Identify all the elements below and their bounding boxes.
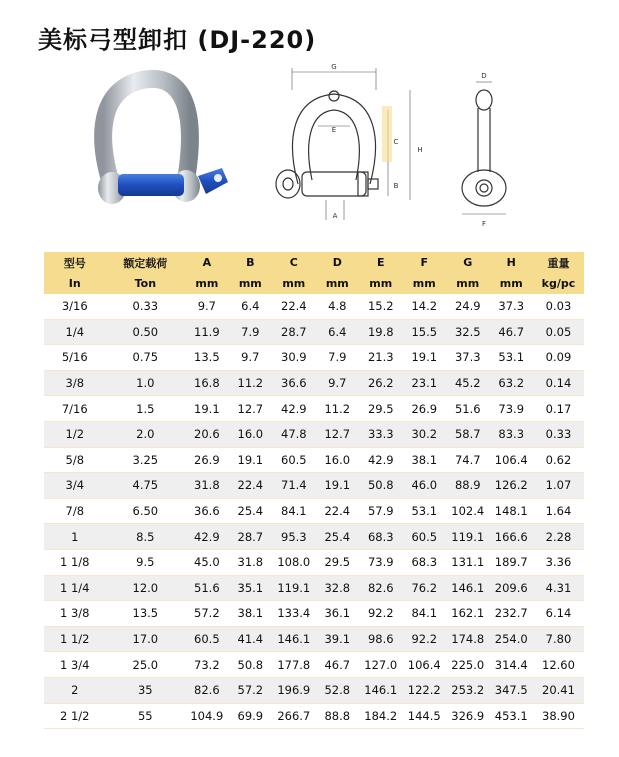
table-cell: 37.3: [446, 345, 489, 371]
table-cell: 196.9: [272, 677, 315, 703]
unit-cell: mm: [359, 273, 402, 294]
spec-table: [44, 252, 584, 729]
table-cell: 13.5: [185, 345, 228, 371]
table-cell: 68.3: [403, 549, 446, 575]
table-cell: 6.4: [229, 294, 272, 319]
header-cell: 额定载荷: [106, 252, 186, 273]
table-cell: 39.1: [316, 626, 359, 652]
table-cell: 104.9: [185, 703, 228, 729]
table-cell: 20.41: [533, 677, 584, 703]
table-cell: 76.2: [403, 575, 446, 601]
table-cell: 53.1: [403, 498, 446, 524]
table-cell: 32.5: [446, 319, 489, 345]
table-cell: 9.7: [229, 345, 272, 371]
table-cell: 0.75: [106, 345, 186, 371]
table-cell: 0.50: [106, 319, 186, 345]
table-cell: 42.9: [359, 447, 402, 473]
unit-cell: mm: [272, 273, 315, 294]
table-cell: 174.8: [446, 626, 489, 652]
table-cell: 3/8: [44, 370, 106, 396]
table-cell: 35: [106, 677, 186, 703]
table-cell: 52.8: [316, 677, 359, 703]
table-cell: 26.9: [185, 447, 228, 473]
table-cell: 30.9: [272, 345, 315, 371]
table-cell: 4.31: [533, 575, 584, 601]
shackle-side-diagram: [448, 60, 528, 236]
table-row: [44, 421, 584, 447]
table-cell: 119.1: [446, 524, 489, 550]
table-cell: 0.33: [533, 421, 584, 447]
table-cell: 60.5: [403, 524, 446, 550]
table-cell: 148.1: [489, 498, 532, 524]
table-row: [44, 575, 584, 601]
table-cell: 50.8: [359, 473, 402, 499]
table-cell: 60.5: [185, 626, 228, 652]
table-cell: 20.6: [185, 421, 228, 447]
table-cell: 7/8: [44, 498, 106, 524]
table-cell: 108.0: [272, 549, 315, 575]
unit-cell: Ton: [106, 273, 186, 294]
unit-cell: mm: [229, 273, 272, 294]
table-cell: 3.36: [533, 549, 584, 575]
table-cell: 47.8: [272, 421, 315, 447]
table-cell: 55: [106, 703, 186, 729]
table-cell: 28.7: [272, 319, 315, 345]
table-cell: 84.1: [272, 498, 315, 524]
table-cell: 4.8: [316, 294, 359, 319]
shackle-front-diagram: [262, 60, 432, 236]
header-cell: G: [446, 252, 489, 273]
table-cell: 57.9: [359, 498, 402, 524]
table-cell: 25.4: [229, 498, 272, 524]
table-cell: 1 3/4: [44, 652, 106, 678]
table-cell: 0.09: [533, 345, 584, 371]
unit-cell: mm: [316, 273, 359, 294]
table-cell: 7.9: [316, 345, 359, 371]
table-cell: 31.8: [185, 473, 228, 499]
table-cell: 0.05: [533, 319, 584, 345]
table-cell: 88.8: [316, 703, 359, 729]
table-cell: 36.6: [185, 498, 228, 524]
table-cell: 73.9: [359, 549, 402, 575]
table-cell: 46.7: [489, 319, 532, 345]
table-cell: 36.1: [316, 601, 359, 627]
table-cell: 37.3: [489, 294, 532, 319]
table-cell: 326.9: [446, 703, 489, 729]
table-row: [44, 549, 584, 575]
table-cell: 83.3: [489, 421, 532, 447]
table-cell: 133.4: [272, 601, 315, 627]
table-cell: 14.2: [403, 294, 446, 319]
table-cell: 1: [44, 524, 106, 550]
table-cell: 184.2: [359, 703, 402, 729]
table-cell: 82.6: [359, 575, 402, 601]
table-cell: 1.07: [533, 473, 584, 499]
table-cell: 453.1: [489, 703, 532, 729]
table-cell: 84.1: [403, 601, 446, 627]
header-cell: D: [316, 252, 359, 273]
table-cell: 0.03: [533, 294, 584, 319]
table-cell: 95.3: [272, 524, 315, 550]
table-cell: 0.62: [533, 447, 584, 473]
table-cell: 146.1: [272, 626, 315, 652]
header-cell: H: [489, 252, 532, 273]
table-cell: 3.25: [106, 447, 186, 473]
table-cell: 29.5: [359, 396, 402, 422]
table-cell: 19.1: [316, 473, 359, 499]
table-cell: 2 1/2: [44, 703, 106, 729]
table-cell: 131.1: [446, 549, 489, 575]
table-cell: 38.90: [533, 703, 584, 729]
table-row: [44, 524, 584, 550]
table-cell: 1 3/8: [44, 601, 106, 627]
table-cell: 2.28: [533, 524, 584, 550]
table-row: [44, 447, 584, 473]
header-cell: A: [185, 252, 228, 273]
table-cell: 347.5: [489, 677, 532, 703]
table-cell: 51.6: [446, 396, 489, 422]
table-cell: 162.1: [446, 601, 489, 627]
table-cell: 13.5: [106, 601, 186, 627]
spec-table-body: [44, 294, 584, 729]
label-e: E: [331, 126, 337, 134]
table-cell: 6.50: [106, 498, 186, 524]
header-cell: E: [359, 252, 402, 273]
table-cell: 26.2: [359, 370, 402, 396]
table-cell: 42.9: [272, 396, 315, 422]
table-cell: 71.4: [272, 473, 315, 499]
table-cell: 106.4: [403, 652, 446, 678]
unit-cell: mm: [446, 273, 489, 294]
table-cell: 209.6: [489, 575, 532, 601]
table-row: [44, 498, 584, 524]
table-cell: 38.1: [229, 601, 272, 627]
table-cell: 177.8: [272, 652, 315, 678]
table-cell: 119.1: [272, 575, 315, 601]
table-cell: 31.8: [229, 549, 272, 575]
table-cell: 7.9: [229, 319, 272, 345]
table-cell: 1.5: [106, 396, 186, 422]
header-cell: 型号: [44, 252, 106, 273]
unit-cell: mm: [403, 273, 446, 294]
table-cell: 106.4: [489, 447, 532, 473]
table-cell: 92.2: [359, 601, 402, 627]
table-cell: 1/4: [44, 319, 106, 345]
table-cell: 19.1: [403, 345, 446, 371]
table-cell: 16.8: [185, 370, 228, 396]
table-cell: 42.9: [185, 524, 228, 550]
table-cell: 41.4: [229, 626, 272, 652]
table-cell: 102.4: [446, 498, 489, 524]
table-cell: 146.1: [359, 677, 402, 703]
table-cell: 25.0: [106, 652, 186, 678]
table-row: [44, 396, 584, 422]
table-cell: 16.0: [229, 421, 272, 447]
table-cell: 0.17: [533, 396, 584, 422]
table-cell: 9.7: [316, 370, 359, 396]
table-cell: 225.0: [446, 652, 489, 678]
table-cell: 1.64: [533, 498, 584, 524]
table-cell: 126.2: [489, 473, 532, 499]
header-row-units: [44, 273, 584, 294]
table-cell: 0.33: [106, 294, 186, 319]
table-cell: 12.7: [229, 396, 272, 422]
table-cell: 22.4: [229, 473, 272, 499]
table-row: [44, 601, 584, 627]
header-cell: 重量: [533, 252, 584, 273]
table-cell: 32.8: [316, 575, 359, 601]
table-cell: 19.1: [185, 396, 228, 422]
table-cell: 29.5: [316, 549, 359, 575]
table-cell: 1.0: [106, 370, 186, 396]
table-cell: 63.2: [489, 370, 532, 396]
table-cell: 2.0: [106, 421, 186, 447]
table-cell: 9.7: [185, 294, 228, 319]
table-cell: 144.5: [403, 703, 446, 729]
header-cell: B: [229, 252, 272, 273]
table-cell: 11.2: [229, 370, 272, 396]
table-cell: 2: [44, 677, 106, 703]
table-cell: 53.1: [489, 345, 532, 371]
table-cell: 36.6: [272, 370, 315, 396]
table-cell: 46.7: [316, 652, 359, 678]
table-cell: 45.2: [446, 370, 489, 396]
table-cell: 1/2: [44, 421, 106, 447]
table-cell: 146.1: [446, 575, 489, 601]
table-cell: 57.2: [229, 677, 272, 703]
label-d: D: [481, 72, 487, 80]
label-c: C: [393, 138, 399, 146]
table-cell: 17.0: [106, 626, 186, 652]
table-cell: 12.7: [316, 421, 359, 447]
table-row: [44, 473, 584, 499]
table-cell: 23.1: [403, 370, 446, 396]
table-row: [44, 294, 584, 319]
table-cell: 68.3: [359, 524, 402, 550]
table-cell: 57.2: [185, 601, 228, 627]
table-cell: 6.14: [533, 601, 584, 627]
table-cell: 28.7: [229, 524, 272, 550]
table-row: [44, 370, 584, 396]
table-cell: 166.6: [489, 524, 532, 550]
table-cell: 254.0: [489, 626, 532, 652]
table-cell: 1 1/8: [44, 549, 106, 575]
label-a: A: [332, 212, 338, 220]
table-cell: 3/4: [44, 473, 106, 499]
table-cell: 24.9: [446, 294, 489, 319]
table-cell: 50.8: [229, 652, 272, 678]
table-cell: 60.5: [272, 447, 315, 473]
table-cell: 1 1/2: [44, 626, 106, 652]
unit-cell: kg/pc: [533, 273, 584, 294]
table-cell: 5/16: [44, 345, 106, 371]
table-cell: 46.0: [403, 473, 446, 499]
table-cell: 12.0: [106, 575, 186, 601]
table-cell: 0.14: [533, 370, 584, 396]
table-row: [44, 345, 584, 371]
table-row: [44, 703, 584, 729]
table-cell: 88.9: [446, 473, 489, 499]
header-cell: C: [272, 252, 315, 273]
table-row: [44, 677, 584, 703]
table-cell: 73.9: [489, 396, 532, 422]
table-cell: 7.80: [533, 626, 584, 652]
table-cell: 266.7: [272, 703, 315, 729]
unit-cell: mm: [185, 273, 228, 294]
table-cell: 35.1: [229, 575, 272, 601]
table-cell: 19.1: [229, 447, 272, 473]
table-cell: 4.75: [106, 473, 186, 499]
table-cell: 73.2: [185, 652, 228, 678]
table-cell: 26.9: [403, 396, 446, 422]
table-cell: 1 1/4: [44, 575, 106, 601]
shackle-photo: [90, 68, 240, 218]
table-cell: 38.1: [403, 447, 446, 473]
table-cell: 12.60: [533, 652, 584, 678]
table-cell: 74.7: [446, 447, 489, 473]
table-cell: 98.6: [359, 626, 402, 652]
table-cell: 3/16: [44, 294, 106, 319]
table-cell: 22.4: [316, 498, 359, 524]
label-f: F: [481, 220, 487, 228]
header-cell: F: [403, 252, 446, 273]
unit-cell: In: [44, 273, 106, 294]
table-cell: 9.5: [106, 549, 186, 575]
table-cell: 189.7: [489, 549, 532, 575]
table-cell: 82.6: [185, 677, 228, 703]
table-cell: 30.2: [403, 421, 446, 447]
table-cell: 8.5: [106, 524, 186, 550]
table-cell: 69.9: [229, 703, 272, 729]
table-cell: 19.8: [359, 319, 402, 345]
table-cell: 11.9: [185, 319, 228, 345]
page-title: 美标弓型卸扣 (DJ-220): [38, 26, 317, 54]
table-row: [44, 319, 584, 345]
unit-cell: mm: [489, 273, 532, 294]
table-cell: 33.3: [359, 421, 402, 447]
label-b: B: [393, 182, 399, 190]
table-cell: 6.4: [316, 319, 359, 345]
table-cell: 253.2: [446, 677, 489, 703]
table-cell: 58.7: [446, 421, 489, 447]
table-cell: 22.4: [272, 294, 315, 319]
table-cell: 92.2: [403, 626, 446, 652]
table-cell: 15.2: [359, 294, 402, 319]
label-g: G: [331, 63, 337, 71]
table-cell: 45.0: [185, 549, 228, 575]
header-row-names: [44, 252, 584, 273]
table-cell: 127.0: [359, 652, 402, 678]
table-row: [44, 652, 584, 678]
table-cell: 232.7: [489, 601, 532, 627]
table-cell: 11.2: [316, 396, 359, 422]
table-cell: 7/16: [44, 396, 106, 422]
table-row: [44, 626, 584, 652]
table-cell: 122.2: [403, 677, 446, 703]
table-cell: 51.6: [185, 575, 228, 601]
table-cell: 25.4: [316, 524, 359, 550]
table-cell: 15.5: [403, 319, 446, 345]
table-cell: 16.0: [316, 447, 359, 473]
label-h: H: [417, 146, 423, 154]
table-cell: 314.4: [489, 652, 532, 678]
table-cell: 5/8: [44, 447, 106, 473]
table-cell: 21.3: [359, 345, 402, 371]
